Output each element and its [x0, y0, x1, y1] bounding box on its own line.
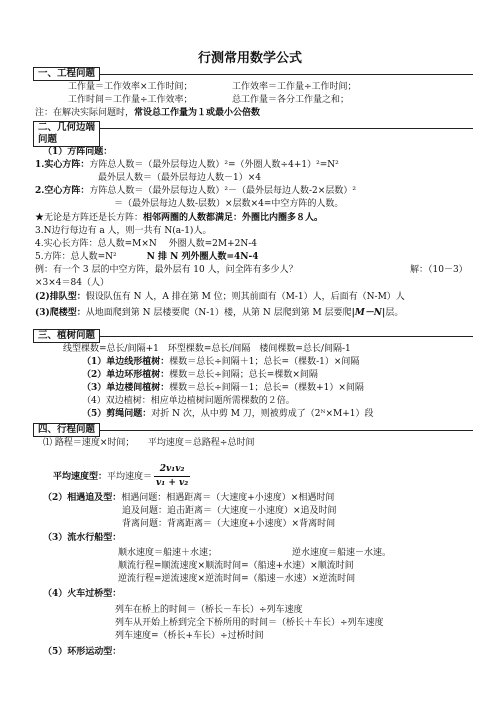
- item-label: 2.空心方阵：: [35, 186, 90, 196]
- item-text: 相遇问题：相遇距离＝（大速度+小速度）×相遇时间: [121, 493, 335, 503]
- note-bold: 常设总工作量为１或最小公倍数: [134, 108, 261, 118]
- formula-line: ＝（最外层每边人数-层数）×层数×4=中空方阵的人数。: [114, 199, 344, 209]
- item-text: 方阵总人数＝（最外层每边人数）²－（最外层每边人数-2×层数）²: [89, 186, 356, 196]
- formula-line: [35, 308, 403, 319]
- item-text: 棵数＝总长÷间隔－1；总长=（棵数+1）×间隔: [169, 383, 364, 393]
- example-answer: 解：（10－3）: [410, 265, 468, 275]
- section-heading-planting: 三、植树问题: [33, 329, 100, 343]
- formula-line: （4）双边植树：相应单边植树问题所需棵数的２倍。: [82, 396, 295, 406]
- formula-line: [35, 160, 339, 171]
- section-heading-travel: 四、行程问题: [33, 423, 100, 437]
- example-line: 例：有一个 3 层的中空方阵，最外层有 10 人，问全阵有多少人？: [35, 265, 298, 275]
- subheading: （3）流水行船型：: [43, 533, 122, 543]
- formula-line: [82, 409, 374, 420]
- item-label: （2）相遇追及型：: [43, 493, 122, 503]
- item-text: 平均速度＝: [107, 472, 153, 482]
- item-text: 从地面爬到第 N 层楼要爬（N-1）楼，从第 N 层爬到第 M 层要爬: [85, 308, 352, 318]
- average-speed-fraction: [154, 463, 190, 490]
- item-text: 棵数＝总长÷间隔＋1；总长=（棵数-1）×间隔: [169, 357, 360, 367]
- subheading: （1）方阵问题：: [43, 147, 113, 157]
- item-text: 对折 N 次，从中剪 M 刀，则被剪成了（2ᴺ×M+1）段: [151, 409, 374, 419]
- star-note: [35, 213, 323, 224]
- formula-line: 逆流行程=逆流速度×逆流时间=（船速－水速）×逆流时间: [118, 574, 356, 584]
- subheading: （4）火车过桥型：: [43, 589, 122, 599]
- formula-line: 最外层人数＝（最外层每边人数－1）×4: [98, 173, 261, 183]
- formula-line: [43, 493, 334, 504]
- section-heading-engineering: 一、工程问题: [33, 67, 100, 81]
- item-tail: 层。: [385, 308, 404, 318]
- item-label: （3）单边楼间植树：: [82, 383, 170, 393]
- item-text: 假设队伍有 N 人，A 排在第 M 位；则其前面有（M-1）人，后面有（N-M）人: [85, 292, 405, 302]
- fraction-denominator: v₁ + v₂: [156, 478, 189, 488]
- item-text: 方阵总人数＝（最外层每边人数）²=（外圈人数÷4+1）²=N²: [89, 160, 339, 170]
- formula-line: [82, 383, 364, 394]
- item-label: （1）单边线形植树：: [82, 357, 170, 367]
- item-label: （5）剪绳问题：: [82, 409, 152, 419]
- note-line: [35, 108, 260, 119]
- item-formula: |M－N|: [351, 308, 386, 318]
- formula-line: [82, 370, 318, 381]
- note-prefix: 注：在解决实际问题时，: [35, 108, 135, 118]
- star-bold: 相邻两圈的人数都满足：外圈比内圈多８人。: [143, 213, 324, 223]
- formula-line: 线型棵数=总长/间隔+1 环型棵数=总长/间隔 楼间棵数=总长/间隔-1: [63, 344, 351, 354]
- formula-line: 背离问题：背离距离＝（大速度+小速度）×背离时间: [122, 519, 336, 529]
- formula-line: 列车从开始上桥到完全下桥所用的时间＝（桥长＋车长）÷列车速度: [115, 618, 384, 628]
- subheading: （5）环形运动型：: [43, 647, 122, 657]
- item-text: 5.方阵：总人数=N²: [35, 252, 117, 262]
- formula-line: ⑴ 路程＝速度×时间； 平均速度＝总路程÷总时间: [43, 438, 255, 448]
- example-line: ×3×4＝84（人）: [35, 278, 109, 288]
- formula-line: 工作量＝工作效率×工作时间；: [68, 82, 193, 92]
- formula-line: [82, 357, 359, 368]
- item-label: 平均速度型：: [53, 472, 108, 482]
- item-label: (2)排队型：: [35, 292, 86, 302]
- formula-line: 逆水速度＝船速－水速。: [292, 548, 392, 558]
- star-prefix: ★无论是方阵还是长方阵：: [35, 213, 144, 223]
- item-label: 1.实心方阵：: [35, 160, 90, 170]
- item-label: (3)爬楼型：: [35, 308, 86, 318]
- page-title: 行测常用数学公式: [197, 51, 302, 66]
- section-heading-geometry: [33, 121, 100, 147]
- formula-line: 顺流行程=顺流速度×顺流时间=（船速+水速）×顺流时间: [118, 561, 354, 571]
- section-heading-line: 问题: [38, 134, 58, 145]
- formula-line: 列车速度=（桥长+车长）÷过桥时间: [115, 631, 264, 641]
- formula-line: [35, 252, 259, 263]
- item-bold: N 排 N 列外圈人数=4N-4: [146, 252, 259, 262]
- item-label: （2）单边环形植树：: [82, 370, 170, 380]
- formula-line: 工作效率＝工作量÷工作时间；: [232, 82, 357, 92]
- formula-line: 3.N边行每边有 a 人，则一共有 N(a-1)人。: [35, 226, 212, 236]
- formula-line: 顺水速度＝船速＋水速；: [118, 548, 218, 558]
- item-text: 棵数＝总长÷间隔；总长=棵数×间隔: [169, 370, 318, 380]
- formula-line: 列车在桥上的时间＝（桥长－车长）÷列车速度: [115, 605, 303, 615]
- formula-line: 追及问题：追击距离＝（大速度－小速度）×追及时间: [122, 506, 337, 516]
- formula-line: [35, 292, 405, 303]
- formula-line: [35, 186, 356, 197]
- section-heading-line: 二、几何边端: [38, 122, 96, 133]
- fraction-numerator: 2v₁v₂: [154, 463, 190, 477]
- average-speed-line: [53, 463, 190, 490]
- formula-line: 总工作量＝各分工作量之和；: [232, 95, 350, 105]
- formula-line: 4.实心长方阵：总人数=M×N 外圈人数=2M+2N-4: [35, 239, 258, 249]
- formula-line: 工作时间＝工作量÷工作效率；: [68, 95, 193, 105]
